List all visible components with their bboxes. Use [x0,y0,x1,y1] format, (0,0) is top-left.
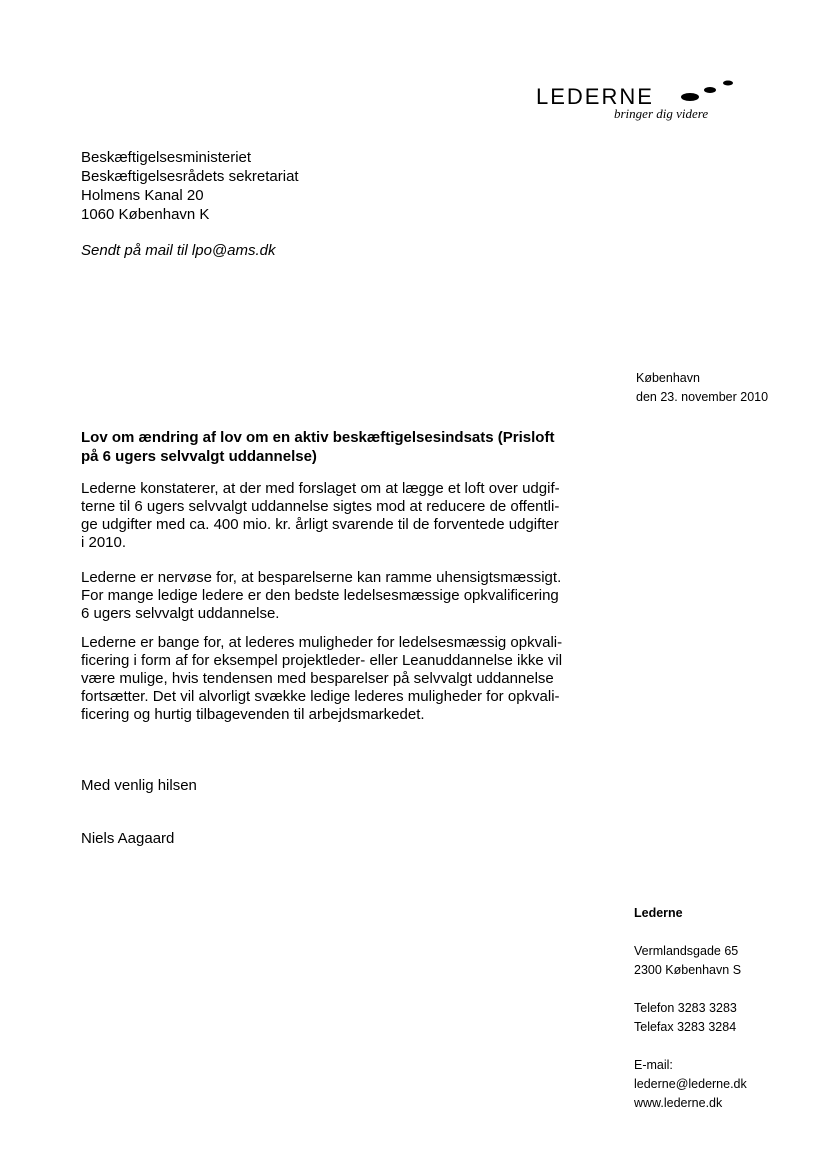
lederne-logo [536,78,756,128]
address-line: Beskæftigelsesrådets sekretariat [81,168,299,185]
body-paragraph-2 [81,569,596,623]
sent-note: Sendt på mail til lpo@ams.dk [81,242,276,259]
text-line: Lederne er nervøse for, at besparelserne kan ramme uhensigtsmæssigt. [81,569,562,586]
footer-email-label: E-mail: [634,1058,673,1072]
footer-city: 2300 København S [634,963,742,977]
footer-street: Vermlandsgade 65 [634,944,739,958]
place-date [636,369,768,407]
text-line: være mulige, hvis tendensen med besparelser på selvvalgt uddannelse [81,670,554,687]
subject-line: på 6 ugers selvvalgt uddannelse) [81,448,317,465]
footer-phone: Telefon 3283 3283 [634,1001,737,1015]
body-paragraph-3 [81,634,596,724]
address-line: Holmens Kanal 20 [81,187,204,204]
footer-fax: Telefax 3283 3284 [634,1020,737,1034]
signer-name: Niels Aagaard [81,830,175,847]
footer-org: Lederne [634,906,683,920]
sender-footer [634,904,747,1113]
subject-line: Lov om ændring af lov om en aktiv beskæftigelsesindsats (Prisloft [81,429,555,446]
recipient-address [81,148,299,224]
text-line: ge udgifter med ca. 400 mio. kr. årligt svarende til de forventede udgifter [81,516,559,533]
text-line: 6 ugers selvvalgt uddannelse. [81,605,280,622]
footer-web: www.lederne.dk [634,1096,723,1110]
body-paragraph-1 [81,480,596,552]
subject-heading [81,428,601,466]
text-line: For mange ledige ledere er den bedste ledelsesmæssige opkvalificering [81,587,559,604]
city: København [636,371,700,385]
text-line: ficering i form af for eksempel projektleder- eller Leanuddannelse ikke vil [81,652,563,669]
logo-wordmark: LEDERNE [536,84,654,109]
text-line: Lederne konstaterer, at der med forslaget om at lægge et loft over udgif- [81,480,560,497]
text-line: i 2010. [81,534,127,551]
logo-tagline: bringer dig videre [614,106,709,121]
text-line: Lederne er bange for, at lederes muligheder for ledelsesmæssig opkvali- [81,634,563,651]
footer-email: lederne@lederne.dk [634,1077,747,1091]
address-line: Beskæftigelsesministeriet [81,149,252,166]
text-line: terne til 6 ugers selvvalgt uddannelse sigtes mod at reducere de offentli- [81,498,560,515]
text-line: ficering og hurtig tilbagevenden til arbejdsmarkedet. [81,706,425,723]
text-line: fortsætter. Det vil alvorligt svække ledige lederes muligheder for opkvali- [81,688,560,705]
logo-dots-icon [680,78,740,106]
date: den 23. november 2010 [636,390,769,404]
closing: Med venlig hilsen [81,777,197,794]
address-line: 1060 København K [81,206,210,223]
